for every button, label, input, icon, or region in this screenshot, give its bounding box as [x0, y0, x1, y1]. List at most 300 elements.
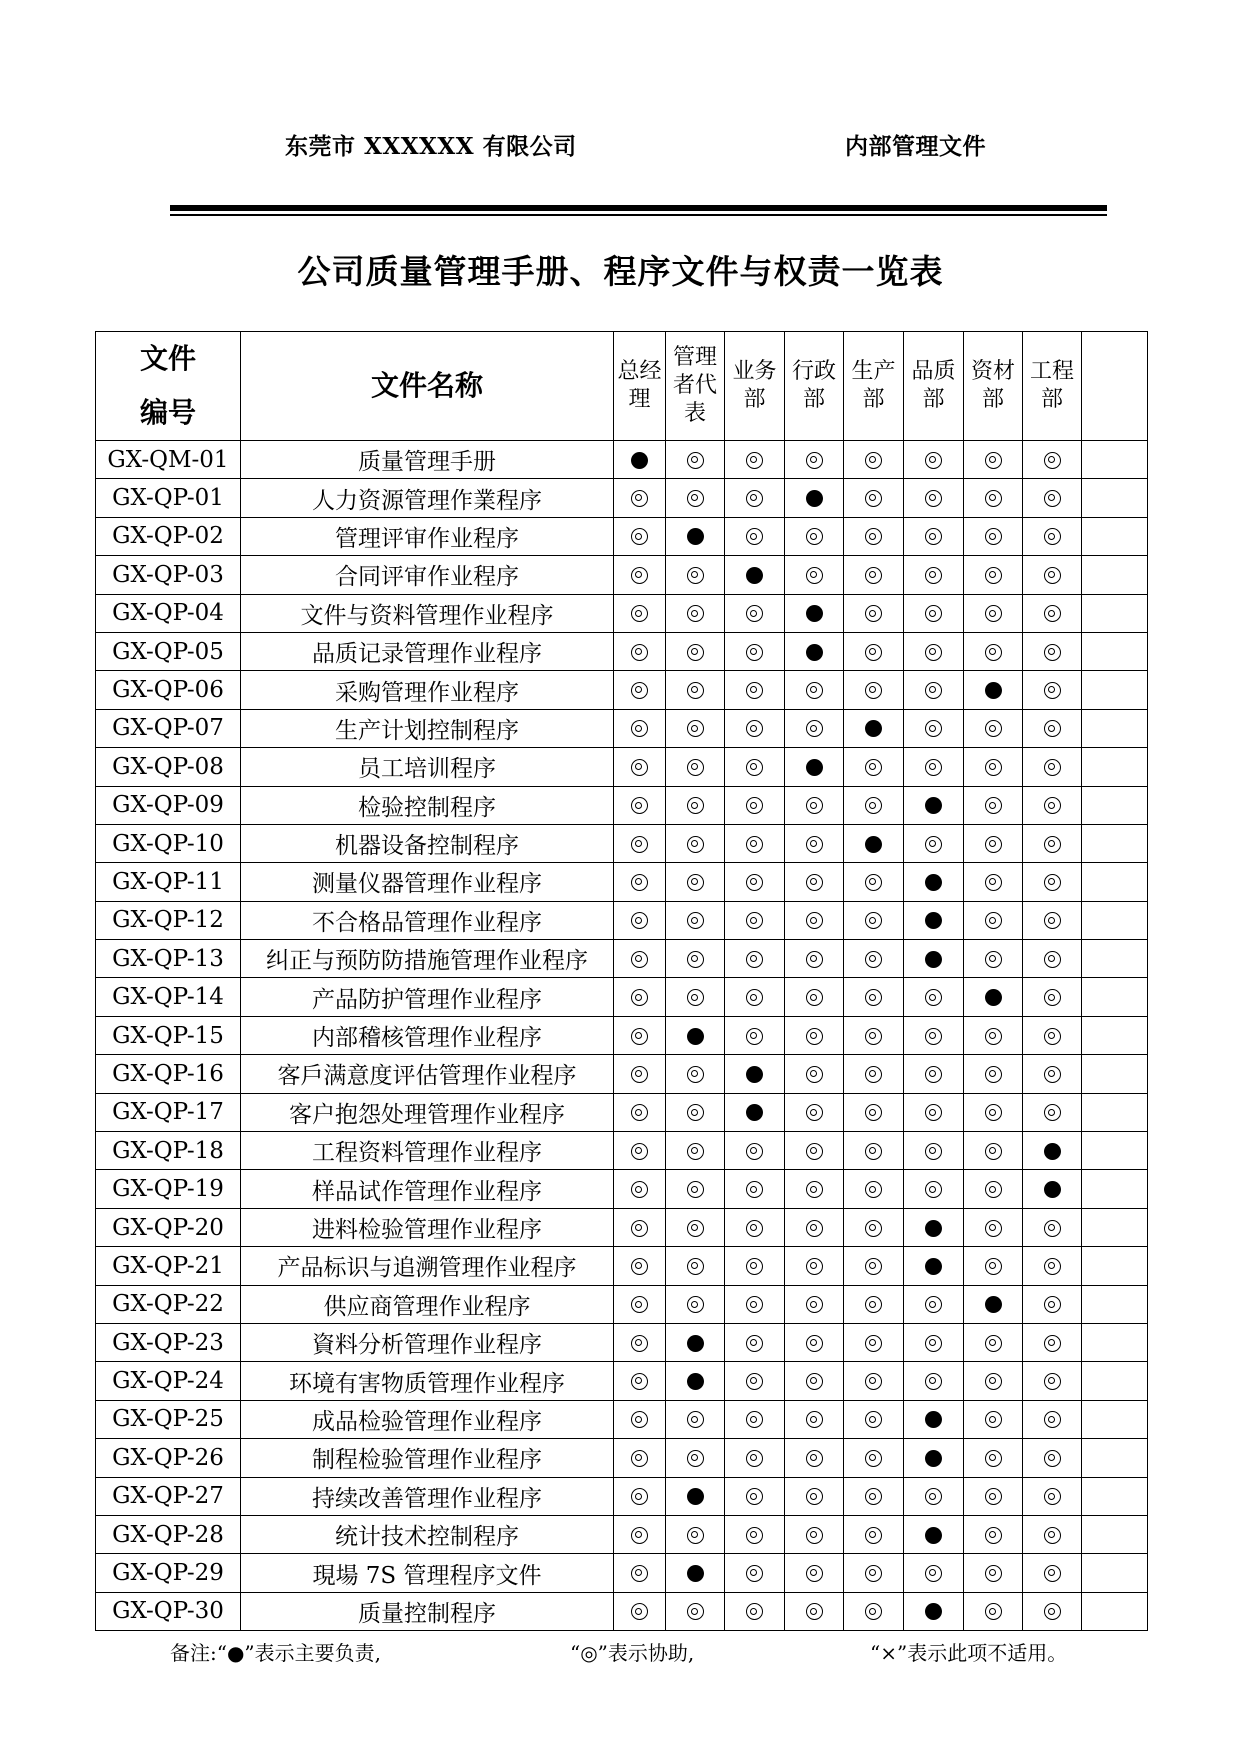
column-header-department	[904, 332, 964, 441]
responsibility-cell	[964, 441, 1023, 479]
assist-mark	[925, 836, 942, 853]
responsibility-cell	[1023, 1592, 1082, 1630]
assist-mark	[806, 720, 823, 737]
table-row	[96, 1362, 1148, 1400]
responsibility-cell	[844, 1170, 904, 1208]
primary-responsible-mark	[925, 1411, 942, 1428]
blank-cell	[1082, 901, 1148, 939]
responsibility-cell	[964, 1400, 1023, 1438]
assist-mark	[1044, 759, 1061, 776]
assist-mark	[1044, 912, 1061, 929]
responsibility-cell	[666, 824, 725, 862]
table-row	[96, 556, 1148, 594]
table-row	[96, 824, 1148, 862]
responsibility-cell	[1023, 1400, 1082, 1438]
responsibility-cell	[725, 671, 785, 709]
assist-mark	[985, 1450, 1002, 1467]
assist-mark	[1044, 1373, 1061, 1390]
responsibility-cell	[725, 1055, 785, 1093]
assist-mark	[1044, 1258, 1061, 1275]
responsibility-cell	[725, 1247, 785, 1285]
responsibility-cell	[614, 1247, 666, 1285]
responsibility-cell	[614, 978, 666, 1016]
assist-mark	[1044, 682, 1061, 699]
responsibility-cell	[666, 632, 725, 670]
responsibility-cell	[904, 1016, 964, 1054]
responsibility-cell	[785, 1515, 844, 1553]
assist-mark	[925, 759, 942, 776]
document-code: GX-QP-27	[96, 1477, 241, 1515]
responsibility-cell	[844, 1093, 904, 1131]
table-row	[96, 1400, 1148, 1438]
assist-mark	[985, 874, 1002, 891]
table-row	[96, 594, 1148, 632]
document-code: GX-QP-21	[96, 1247, 241, 1285]
table-row	[96, 1515, 1148, 1553]
assist-mark	[631, 1258, 648, 1275]
responsibility-cell	[785, 748, 844, 786]
responsibility-cell	[1023, 1323, 1082, 1361]
responsibility-cell	[614, 1592, 666, 1630]
assist-mark	[806, 797, 823, 814]
assist-mark	[1044, 528, 1061, 545]
assist-mark	[865, 1296, 882, 1313]
responsibility-cell	[614, 1132, 666, 1170]
primary-responsible-mark	[925, 797, 942, 814]
assist-mark	[746, 1220, 763, 1237]
assist-mark	[806, 1028, 823, 1045]
responsibility-cell	[785, 1055, 844, 1093]
document-name: 資料分析管理作业程序	[241, 1323, 614, 1361]
department-label-line: 生产	[851, 359, 896, 384]
assist-mark	[925, 1565, 942, 1582]
document-name: 样品试作管理作业程序	[241, 1170, 614, 1208]
department-label-line: 业务	[732, 359, 777, 384]
assist-mark	[746, 797, 763, 814]
assist-mark	[687, 1181, 704, 1198]
table-row	[96, 1323, 1148, 1361]
document-code: GX-QP-18	[96, 1132, 241, 1170]
assist-mark	[865, 1143, 882, 1160]
responsibility-cell	[785, 671, 844, 709]
assist-mark	[631, 1181, 648, 1198]
responsibility-cell	[614, 901, 666, 939]
assist-mark	[806, 1488, 823, 1505]
responsibility-cell	[666, 1592, 725, 1630]
table-row	[96, 786, 1148, 824]
table-row	[96, 1285, 1148, 1323]
assist-mark	[1044, 644, 1061, 661]
blank-cell	[1082, 1285, 1148, 1323]
department-label-line: 资材	[970, 359, 1015, 384]
assist-mark	[687, 874, 704, 891]
responsibility-cell	[1023, 1170, 1082, 1208]
assist-mark	[1044, 1450, 1061, 1467]
assist-mark	[985, 1104, 1002, 1121]
responsibility-cell	[725, 748, 785, 786]
column-header-department	[1023, 332, 1082, 441]
primary-responsible-mark	[1044, 1181, 1061, 1198]
document-name: 工程资料管理作业程序	[241, 1132, 614, 1170]
assist-mark	[865, 528, 882, 545]
assist-mark	[631, 1450, 648, 1467]
responsibility-cell	[1023, 1554, 1082, 1592]
document-code: GX-QP-07	[96, 709, 241, 747]
document-code: GX-QP-12	[96, 901, 241, 939]
assist-mark	[687, 1527, 704, 1544]
assist-mark	[806, 874, 823, 891]
department-label-line: 部	[981, 387, 1004, 412]
responsibility-cell	[666, 1515, 725, 1553]
assist-mark	[746, 1296, 763, 1313]
responsibility-cell	[1023, 517, 1082, 555]
department-label-line: 者代	[672, 373, 717, 398]
assist-mark	[806, 567, 823, 584]
assist-mark	[806, 1565, 823, 1582]
table-body	[96, 441, 1148, 1631]
assist-mark	[806, 1296, 823, 1313]
responsibility-cell	[725, 632, 785, 670]
assist-mark	[687, 797, 704, 814]
table-row	[96, 1170, 1148, 1208]
assist-mark	[687, 1603, 704, 1620]
blank-cell	[1082, 940, 1148, 978]
column-header-code-line: 编号	[139, 396, 196, 429]
responsibility-cell	[725, 901, 785, 939]
document-code: GX-QP-23	[96, 1323, 241, 1361]
column-header-department	[844, 332, 904, 441]
responsibility-cell	[964, 1132, 1023, 1170]
responsibility-cell	[666, 1132, 725, 1170]
document-code: GX-QP-14	[96, 978, 241, 1016]
blank-cell	[1082, 748, 1148, 786]
responsibility-cell	[844, 1515, 904, 1553]
assist-mark	[806, 1066, 823, 1083]
responsibility-cell	[725, 1400, 785, 1438]
responsibility-cell	[725, 1132, 785, 1170]
responsibility-cell	[904, 1439, 964, 1477]
responsibility-cell	[785, 1093, 844, 1131]
responsibility-cell	[614, 786, 666, 824]
department-label-line: 部	[802, 387, 825, 412]
responsibility-cell	[725, 978, 785, 1016]
assist-mark	[746, 1565, 763, 1582]
responsibility-cell	[614, 517, 666, 555]
blank-cell	[1082, 786, 1148, 824]
responsibility-cell	[1023, 479, 1082, 517]
document-code: GX-QP-22	[96, 1285, 241, 1323]
assist-mark	[865, 1488, 882, 1505]
table-row	[96, 709, 1148, 747]
responsibility-cell	[904, 748, 964, 786]
assist-mark	[1044, 1411, 1061, 1428]
assist-mark	[865, 1220, 882, 1237]
document-name: 客戶满意度评估管理作业程序	[241, 1055, 614, 1093]
responsibility-cell	[666, 1439, 725, 1477]
column-header-code	[96, 332, 241, 441]
responsibility-cell	[725, 1170, 785, 1208]
assist-mark	[1044, 1296, 1061, 1313]
responsibility-cell	[904, 1362, 964, 1400]
responsibility-cell	[666, 1170, 725, 1208]
responsibility-table	[95, 331, 1148, 1631]
assist-mark	[925, 1373, 942, 1390]
responsibility-cell	[1023, 1515, 1082, 1553]
document-name: 客户抱怨处理管理作业程序	[241, 1093, 614, 1131]
responsibility-cell	[964, 1554, 1023, 1592]
responsibility-cell	[725, 786, 785, 824]
assist-mark	[925, 1143, 942, 1160]
document-name: 进料检验管理作业程序	[241, 1208, 614, 1246]
responsibility-cell	[1023, 1055, 1082, 1093]
assist-mark	[687, 989, 704, 1006]
assist-mark	[865, 1104, 882, 1121]
assist-mark	[746, 1603, 763, 1620]
assist-mark	[985, 1565, 1002, 1582]
table-row	[96, 1554, 1148, 1592]
document-code: GX-QP-06	[96, 671, 241, 709]
assist-mark	[746, 989, 763, 1006]
assist-mark	[631, 605, 648, 622]
responsibility-cell	[844, 786, 904, 824]
document-code: GX-QP-13	[96, 940, 241, 978]
responsibility-cell	[844, 479, 904, 517]
document-type: 内部管理文件	[845, 133, 986, 160]
assist-mark	[746, 951, 763, 968]
document-name: 采购管理作业程序	[241, 671, 614, 709]
assist-mark	[925, 528, 942, 545]
responsibility-cell	[785, 863, 844, 901]
table-row	[96, 1247, 1148, 1285]
responsibility-cell	[614, 1093, 666, 1131]
responsibility-cell	[666, 556, 725, 594]
responsibility-cell	[844, 632, 904, 670]
responsibility-cell	[785, 556, 844, 594]
blank-cell	[1082, 1170, 1148, 1208]
assist-mark	[865, 1335, 882, 1352]
assist-mark	[985, 1488, 1002, 1505]
assist-mark	[687, 605, 704, 622]
responsibility-cell	[904, 978, 964, 1016]
assist-mark	[631, 1373, 648, 1390]
responsibility-cell	[1023, 978, 1082, 1016]
document-code: GX-QP-24	[96, 1362, 241, 1400]
assist-mark	[631, 912, 648, 929]
responsibility-cell	[844, 978, 904, 1016]
responsibility-cell	[666, 901, 725, 939]
blank-cell	[1082, 671, 1148, 709]
responsibility-cell	[614, 748, 666, 786]
responsibility-cell	[844, 594, 904, 632]
blank-cell	[1082, 1554, 1148, 1592]
assist-mark	[865, 1450, 882, 1467]
primary-responsible-mark	[806, 759, 823, 776]
assist-mark	[687, 951, 704, 968]
responsibility-cell	[844, 1208, 904, 1246]
assist-mark	[746, 490, 763, 507]
responsibility-cell	[666, 1208, 725, 1246]
responsibility-cell	[964, 1362, 1023, 1400]
responsibility-cell	[1023, 594, 1082, 632]
assist-mark	[806, 1220, 823, 1237]
column-header-department	[964, 332, 1023, 441]
blank-cell	[1082, 441, 1148, 479]
responsibility-cell	[1023, 940, 1082, 978]
assist-mark	[806, 1181, 823, 1198]
responsibility-cell	[725, 479, 785, 517]
assist-mark	[687, 1258, 704, 1275]
document-name: 制程检验管理作业程序	[241, 1439, 614, 1477]
assist-mark	[925, 490, 942, 507]
assist-mark	[1044, 1104, 1061, 1121]
responsibility-cell	[964, 1592, 1023, 1630]
responsibility-cell	[725, 1016, 785, 1054]
assist-mark	[1044, 1565, 1061, 1582]
assist-mark	[806, 1450, 823, 1467]
responsibility-cell	[614, 556, 666, 594]
responsibility-cell	[614, 1170, 666, 1208]
assist-mark	[1044, 1220, 1061, 1237]
responsibility-cell	[904, 594, 964, 632]
responsibility-cell	[725, 1554, 785, 1592]
responsibility-cell	[904, 1247, 964, 1285]
assist-mark	[687, 1411, 704, 1428]
responsibility-cell	[904, 1170, 964, 1208]
responsibility-cell	[666, 479, 725, 517]
assist-mark	[985, 605, 1002, 622]
responsibility-cell	[964, 1285, 1023, 1323]
responsibility-cell	[904, 940, 964, 978]
header-rule-thin	[170, 214, 1107, 216]
responsibility-cell	[785, 940, 844, 978]
assist-mark	[1044, 874, 1061, 891]
responsibility-cell	[725, 1439, 785, 1477]
responsibility-cell	[725, 824, 785, 862]
assist-mark	[806, 1104, 823, 1121]
assist-mark	[746, 1450, 763, 1467]
responsibility-cell	[614, 1016, 666, 1054]
primary-responsible-mark	[746, 567, 763, 584]
assist-mark	[746, 1258, 763, 1275]
assist-mark	[985, 1143, 1002, 1160]
responsibility-cell	[964, 1247, 1023, 1285]
assist-mark	[865, 1181, 882, 1198]
responsibility-cell	[785, 1208, 844, 1246]
assist-mark	[925, 567, 942, 584]
assist-mark	[865, 644, 882, 661]
responsibility-cell	[725, 1515, 785, 1553]
responsibility-cell	[844, 1055, 904, 1093]
responsibility-cell	[785, 1400, 844, 1438]
responsibility-cell	[725, 556, 785, 594]
document-name: 供应商管理作业程序	[241, 1285, 614, 1323]
responsibility-cell	[614, 1323, 666, 1361]
assist-mark	[925, 682, 942, 699]
responsibility-cell	[964, 940, 1023, 978]
assist-mark	[746, 759, 763, 776]
document-name: 机器设备控制程序	[241, 824, 614, 862]
assist-mark	[985, 490, 1002, 507]
responsibility-cell	[614, 940, 666, 978]
responsibility-cell	[904, 517, 964, 555]
assist-mark	[631, 1220, 648, 1237]
department-label-line: 行政	[791, 359, 836, 384]
assist-mark	[985, 452, 1002, 469]
table-row	[96, 1055, 1148, 1093]
responsibility-cell	[725, 594, 785, 632]
responsibility-cell	[964, 1323, 1023, 1361]
assist-mark	[865, 1373, 882, 1390]
responsibility-cell	[785, 1592, 844, 1630]
document-name: 現場 7S 管理程序文件	[241, 1554, 614, 1592]
responsibility-cell	[666, 1247, 725, 1285]
blank-cell	[1082, 1132, 1148, 1170]
responsibility-cell	[666, 1554, 725, 1592]
responsibility-cell	[725, 1323, 785, 1361]
assist-mark	[925, 644, 942, 661]
assist-mark	[806, 1335, 823, 1352]
responsibility-cell	[964, 1208, 1023, 1246]
responsibility-cell	[666, 1093, 725, 1131]
assist-mark	[631, 720, 648, 737]
responsibility-cell	[844, 940, 904, 978]
responsibility-cell	[964, 671, 1023, 709]
responsibility-cell	[904, 632, 964, 670]
responsibility-cell	[904, 1515, 964, 1553]
assist-mark	[806, 452, 823, 469]
assist-mark	[1044, 567, 1061, 584]
responsibility-cell	[844, 1554, 904, 1592]
blank-cell	[1082, 479, 1148, 517]
assist-mark	[925, 1488, 942, 1505]
responsibility-cell	[785, 1362, 844, 1400]
assist-mark	[985, 1603, 1002, 1620]
responsibility-cell	[1023, 786, 1082, 824]
table-row	[96, 517, 1148, 555]
assist-mark	[631, 1028, 648, 1045]
column-header-department	[614, 332, 666, 441]
document-code: GX-QP-03	[96, 556, 241, 594]
column-header-department	[785, 332, 844, 441]
assist-mark	[631, 1143, 648, 1160]
assist-mark	[1044, 490, 1061, 507]
blank-cell	[1082, 1093, 1148, 1131]
assist-mark	[925, 1296, 942, 1313]
responsibility-cell	[785, 1554, 844, 1592]
document-name: 生产计划控制程序	[241, 709, 614, 747]
responsibility-cell	[904, 709, 964, 747]
assist-mark	[806, 951, 823, 968]
responsibility-cell	[614, 1285, 666, 1323]
header-rule-thick	[170, 205, 1107, 211]
assist-mark	[687, 490, 704, 507]
document-code: GX-QP-30	[96, 1592, 241, 1630]
responsibility-cell	[785, 1016, 844, 1054]
document-name: 内部稽核管理作业程序	[241, 1016, 614, 1054]
assist-mark	[1044, 452, 1061, 469]
column-header-blank	[1082, 332, 1148, 441]
assist-mark	[865, 1603, 882, 1620]
responsibility-cell	[725, 863, 785, 901]
responsibility-cell	[964, 632, 1023, 670]
assist-mark	[746, 874, 763, 891]
assist-mark	[746, 528, 763, 545]
primary-responsible-mark	[631, 452, 648, 469]
document-name: 环境有害物质管理作业程序	[241, 1362, 614, 1400]
responsibility-cell	[964, 901, 1023, 939]
responsibility-cell	[904, 901, 964, 939]
assist-mark	[631, 1411, 648, 1428]
